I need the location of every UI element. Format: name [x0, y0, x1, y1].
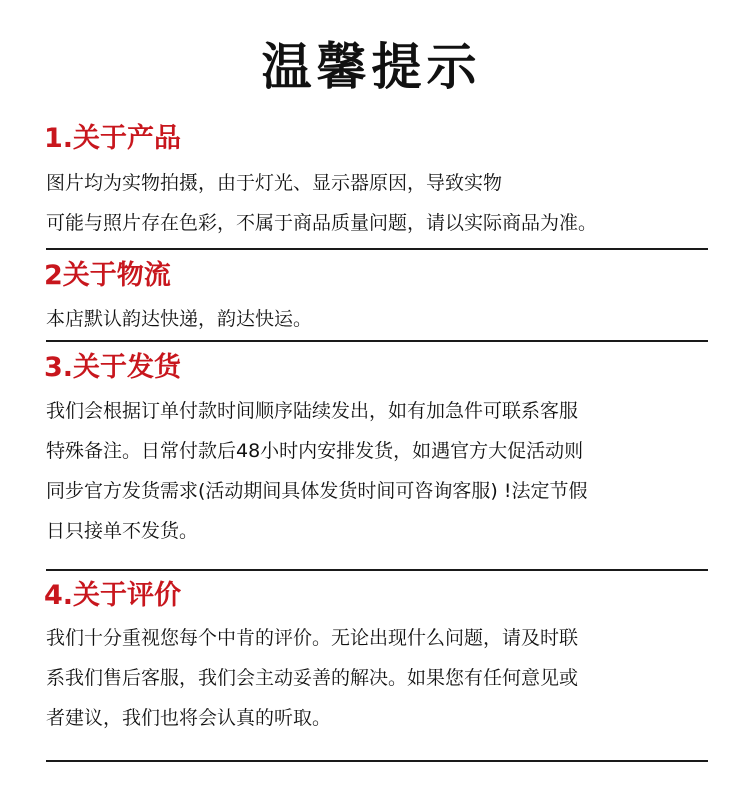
body-line: 图片均为实物拍摄，由于灯光、显示器原因，导致实物: [46, 172, 503, 194]
section-heading-logistics: 2关于物流: [44, 260, 171, 291]
body-line: 我们会根据订单付款时间顺序陆续发出，如有加急件可联系客服: [46, 400, 579, 422]
body-line: 我们十分重视您每个中肯的评价。无论出现什么问题，请及时联: [46, 627, 579, 649]
section-body-product: [46, 163, 718, 243]
body-line: 日只接单不发货。: [46, 520, 199, 542]
section-divider: [46, 340, 708, 342]
section-heading-product: 1.关于产品: [44, 123, 182, 154]
section-body-shipping: [46, 391, 718, 551]
section-divider: [46, 248, 708, 250]
section-heading-shipping: 3.关于发货: [44, 352, 182, 383]
body-line: 本店默认韵达快递，韵达快运。: [46, 308, 313, 330]
body-line: 特殊备注。日常付款后48小时内安排发货，如遇官方大促活动则: [46, 440, 584, 462]
section-divider: [46, 569, 708, 571]
body-line: 者建议，我们也将会认真的听取。: [46, 707, 332, 729]
body-line: 同步官方发货需求(活动期间具体发货时间可咨询客服) !法定节假: [46, 480, 588, 502]
section-body-logistics: [46, 299, 718, 339]
section-heading-review: 4.关于评价: [44, 580, 182, 611]
page-title: 温馨提示: [261, 38, 482, 96]
section-divider: [46, 760, 708, 762]
body-line: 可能与照片存在色彩，不属于商品质量问题，请以实际商品为准。: [46, 212, 598, 234]
body-line: 系我们售后客服，我们会主动妥善的解决。如果您有任何意见或: [46, 667, 579, 689]
section-body-review: [46, 618, 718, 738]
